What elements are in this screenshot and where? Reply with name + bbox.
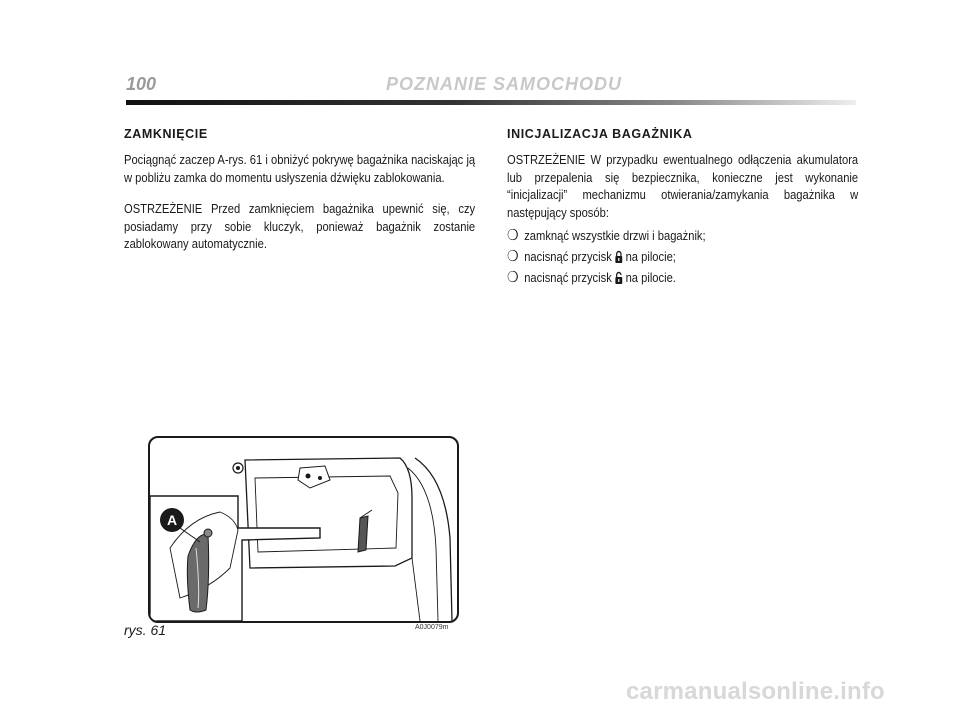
trunk-lid-illustration (148, 436, 459, 623)
heading-inicjalizacja: INICJALIZACJA BAGAŻNIKA (507, 127, 693, 141)
bullet-circle-icon: ❍ (507, 248, 519, 265)
step-text-after: na pilocie; (625, 249, 676, 264)
paragraph-init-warning: OSTRZEŻENIE W przypadku ewentualnego odłączenia akumulatora lub przepalenia się bezpiecznika, konieczne jest wykonanie “inicjalizacji” mechanizmu otwierania/zamykania bagażnika w następujący sposób: (507, 152, 859, 220)
list-item (507, 246, 858, 267)
callout-label: A (166, 512, 178, 528)
trunk-line-drawing (150, 438, 457, 621)
step-text-before: nacisnąć przycisk (524, 270, 612, 285)
bullet-circle-icon: ❍ (507, 227, 519, 244)
right-column (507, 127, 859, 288)
paragraph-warning: OSTRZEŻENIE Przed zamknięciem bagażnika upewnić się, czy posiadamy przy sobie kluczyk, ponieważ bagażnik zostanie zablokowany automatycznie. (124, 201, 476, 251)
watermark: carmanualsonline.info (626, 678, 885, 705)
step-text: zamknąć wszystkie drzwi i bagażnik; (524, 228, 706, 243)
lock-icon (614, 250, 623, 264)
page-number: 100 (126, 74, 157, 94)
figure-caption: rys. 61 (124, 622, 167, 638)
step-text-after: na pilocie. (625, 270, 676, 285)
unlock-icon (614, 271, 623, 285)
init-steps-list (507, 225, 859, 288)
left-column (124, 127, 476, 267)
heading-zamkniecie: ZAMKNIĘCIE (124, 127, 208, 141)
list-item (507, 267, 858, 288)
list-item (507, 225, 858, 246)
figure-code: A0J0079m (415, 624, 449, 631)
step-text-before: nacisnąć przycisk (524, 249, 612, 264)
header-rule (126, 100, 856, 105)
paragraph-closing: Pociągnąć zaczep A-rys. 61 i obniżyć pokrywę bagażnika naciskając ją w pobliżu zamka do momentu usłyszenia dźwięku zablokowania. (124, 152, 476, 185)
section-title: POZNANIE SAMOCHODU (386, 74, 623, 94)
bullet-circle-icon: ❍ (507, 269, 519, 286)
page-header (126, 72, 856, 112)
